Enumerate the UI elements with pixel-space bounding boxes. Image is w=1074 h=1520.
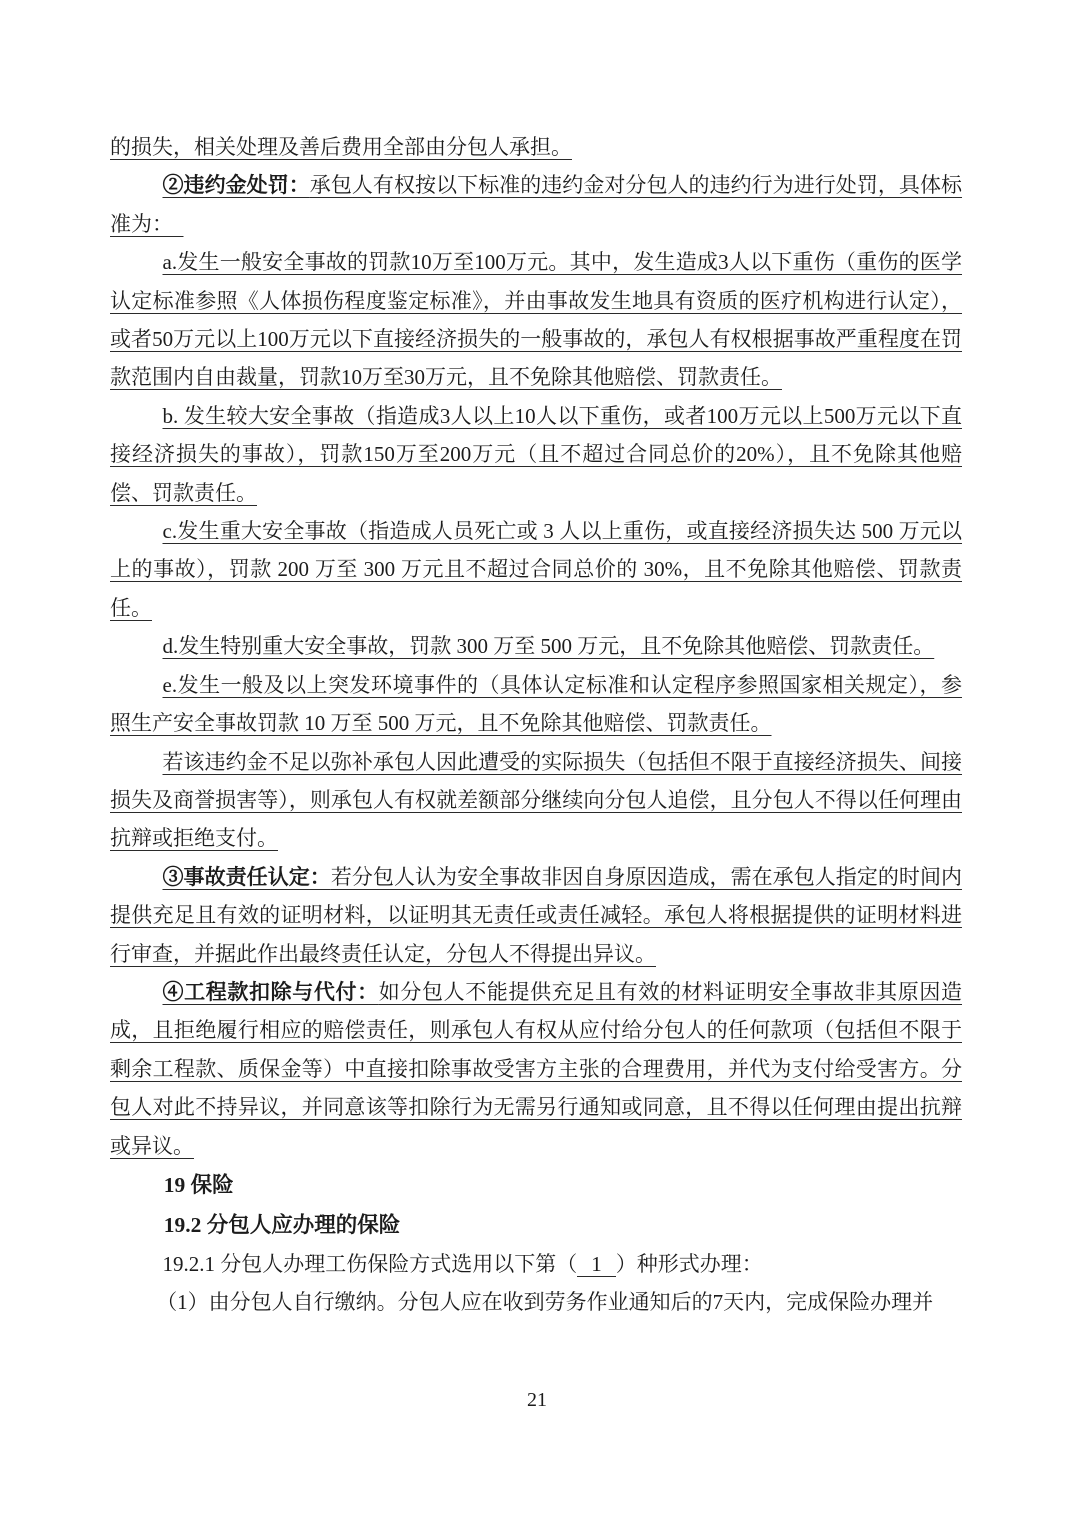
paragraph-payment-deduction [110, 973, 962, 1165]
penalty-clause-text: 承包人有权按以下标准的违约金对分包人的违约行为进行处罚，具体标准为： [110, 173, 963, 236]
penalty-c-text: c.发生重大安全事故（指造成人员死亡或 3 人以上重伤，或直接经济损失达 500 万元以上的事故），罚款 200 万至 300 万元且不超过合同总价的 30%，且不免除其他赔偿、罚款责任。 [110, 519, 962, 620]
penalty-b-text: b. 发生较大安全事故（指造成3人以上10人以下重伤，或者100万元以上500万元以下直接经济损失的事故），罚款150万至200万元（且不超过合同总价的20%），且不免除其他赔偿、罚款责任。 [110, 403, 962, 505]
paragraph-liability-determination [110, 858, 962, 973]
paragraph-penalty-d [110, 627, 962, 665]
paragraph-penalty-b [110, 397, 962, 512]
paragraph-penalty-clause [110, 166, 962, 243]
paragraph-penalty-e [110, 666, 962, 743]
deduction-lead: ④工程款扣除与代付： [162, 979, 379, 1004]
liability-text: 若分包人认为安全事故非因自身原因造成，需在承包人指定的时间内提供充足且有效的证明材料，以证明其无责任或责任减轻。承包人将根据提供的证明材料进行审查，并据此作出最终责任认定，分包人不得提出异议。 [110, 864, 963, 966]
penalty-clause-lead: ②违约金处罚： [162, 173, 310, 198]
heading-section-19-2: 19.2 分包人应办理的保险 [163, 1212, 401, 1237]
clause-19-2-1-suffix: ）种形式办理： [615, 1251, 763, 1276]
penalty-a-text: a.发生一般安全事故的罚款10万至100万元。其中，发生造成3人以下重伤（重伤的医学认定标准参照《人体损伤程度鉴定标准》，并由事故发生地具有资质的医疗机构进行认定），或者50万元以上100万元以下直接经济损失的一般事故的，承包人有权根据事故严重程度在罚款范围内自由裁量，罚款10万至30万元，且不免除其他赔偿、罚款责任。 [110, 250, 962, 390]
clause-19-2-1 [110, 1245, 962, 1283]
paragraph-penalty-c [110, 512, 962, 627]
page-body-text [110, 128, 962, 1322]
penalty-e-text: e.发生一般及以上突发环境事件的（具体认定标准和认定程序参照国家相关规定），参照生产安全事故罚款 10 万至 500 万元，且不免除其他赔偿、罚款责任。 [110, 672, 962, 736]
penalty-d-text: d.发生特别重大安全事故，罚款 300 万至 500 万元，且不免除其他赔偿、罚款责任。 [162, 634, 935, 659]
liability-lead: ③事故责任认定： [162, 864, 331, 889]
paragraph-option-1: （1）由分包人自行缴纳。分包人应在收到劳务作业通知后的7天内，完成保险办理并 [156, 1290, 934, 1315]
carryover-text: 的损失，相关处理及善后费用全部由分包人承担。 [110, 135, 572, 159]
deduction-text: 如分包人不能提供充足且有效的材料证明安全事故非其原因造成，且拒绝履行相应的赔偿责任，则承包人有权从应付给分包人的任何款项（包括但不限于剩余工程款、质保金等）中直接扣除事故受害方主张的合理费用，并代为支付给受害方。分包人对此不持异议，并同意该等扣除行为无需另行通知或同意，且不得以任何理由提出抗辩或异议。 [110, 979, 962, 1158]
paragraph-penalty-a [110, 243, 962, 397]
clause-19-2-1-selected-option: 1 [577, 1252, 616, 1277]
paragraph-shortfall [110, 743, 962, 858]
shortfall-text: 若该违约金不足以弥补承包人因此遭受的实际损失（包括但不限于直接经济损失、间接损失及商誉损害等），则承包人有权就差额部分继续向分包人追偿，且分包人不得以任何理由抗辩或拒绝支付。 [110, 749, 962, 851]
paragraph-carryover [110, 128, 962, 166]
page-number: 21 [527, 1389, 547, 1411]
clause-19-2-1-prefix: 19.2.1 分包人办理工伤保险方式选用以下第（ [162, 1251, 578, 1276]
heading-section-19: 19 保险 [163, 1172, 234, 1197]
